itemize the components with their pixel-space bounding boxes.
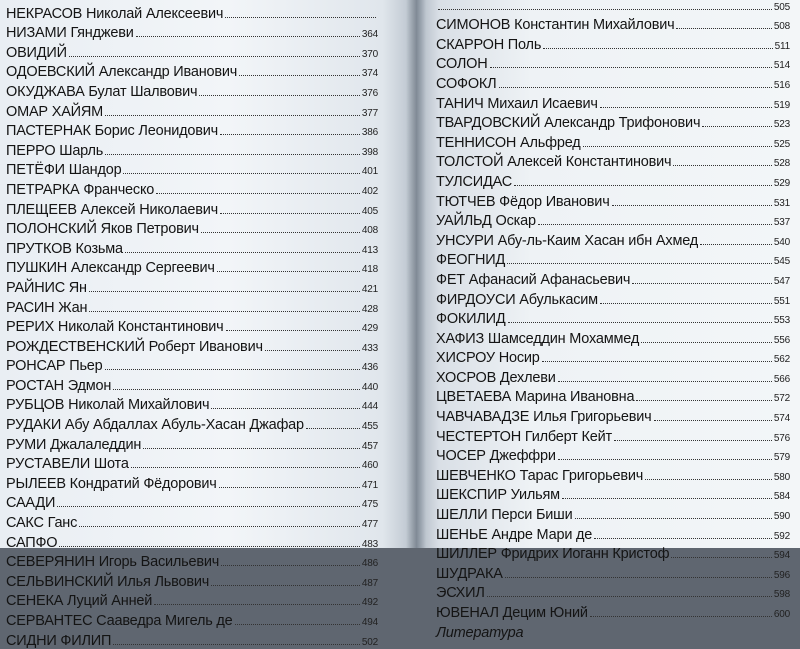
toc-entry[interactable] [6,531,378,551]
dot-leader [220,134,360,135]
toc-entry[interactable] [6,22,378,42]
toc-entry-title: РЫЛЕЕВ Кондратий Фёдорович [6,475,217,492]
dot-leader [645,479,772,480]
toc-entry-title: РУДАКИ Абу Абдаллах Абуль-Хасан Джафар [6,417,304,434]
toc-entry-title: ШЕКСПИР Уильям [436,487,560,504]
toc-entry-title: ЦВЕТАЕВА Марина Ивановна [436,389,635,406]
toc-entry-page-number: 471 [361,479,378,491]
toc-entry-title: ПЕРРО Шарль [6,142,104,159]
toc-entry-page-number: 376 [361,87,378,99]
toc-entry-title: ПЕТЁФИ Шандор [6,162,122,179]
toc-entry[interactable] [6,2,378,22]
toc-entry[interactable] [436,523,790,543]
dot-leader [143,448,360,449]
toc-entry-title: ШЕЛЛИ Перси Биши [436,507,573,524]
toc-entry-page-number: 566 [773,373,790,385]
dot-leader [562,498,772,499]
toc-entry-title: ПЕТРАРКА Франческо [6,181,155,198]
toc-entry-title: РУСТАВЕЛИ Шота [6,456,129,473]
toc-entry-page-number: 545 [773,256,790,268]
dot-leader [438,9,772,10]
toc-entry-page-number: 525 [773,138,790,150]
dot-leader [226,330,360,331]
toc-entry[interactable] [6,335,378,355]
dot-leader [225,17,376,18]
dot-leader [487,596,772,597]
toc-entry-page-number: 386 [361,127,378,139]
toc-entry[interactable] [436,386,790,406]
dot-leader [199,95,360,96]
dot-leader [671,557,772,558]
toc-entry[interactable] [436,484,790,504]
toc-entry[interactable] [436,425,790,445]
toc-entry-bibliography[interactable] [436,621,790,641]
toc-entry[interactable] [436,151,790,171]
dot-leader [113,644,360,645]
dot-leader [673,165,772,166]
dot-leader [131,467,360,468]
dot-leader [641,342,772,343]
toc-entry-title: ХОСРОВ Дехлеви [436,369,556,386]
toc-entry-page-number: 475 [361,499,378,511]
dot-leader [69,56,360,57]
toc-entry[interactable] [436,327,790,347]
toc-entry[interactable] [6,237,378,257]
toc-entry[interactable] [436,92,790,112]
dot-leader [507,263,772,264]
toc-entry-page-number: 516 [773,79,790,91]
toc-entry-title: СКАРРОН Поль [436,36,542,53]
toc-entry-page-number: 584 [773,491,790,503]
dot-leader [105,369,360,370]
toc-entry[interactable] [6,629,378,649]
toc-entry-page-number: 370 [361,48,378,60]
toc-entry[interactable] [436,562,790,582]
dot-leader [211,585,360,586]
toc-entry-page-number: 576 [773,432,790,444]
toc-entry[interactable] [6,276,378,296]
dot-leader [558,381,772,382]
toc-entry-title: НИЗАМИ Гянджеви [6,25,134,42]
toc-entry[interactable] [6,453,378,473]
toc-entry-page-number: 600 [773,609,790,620]
dot-leader [632,283,772,284]
dot-leader [89,311,360,312]
dot-leader [542,361,772,362]
toc-entry-title: ПОЛОНСКИЙ Яков Петрович [6,221,199,238]
toc-entry-page-number: 529 [773,177,790,189]
toc-entry[interactable] [436,210,790,230]
dot-leader [600,107,772,108]
toc-entry-page-number: 429 [361,323,378,335]
toc-entry-page-number: 440 [361,381,378,393]
toc-entry-title: СИМОНОВ Константин Михайлович [436,17,675,34]
toc-entry[interactable] [436,308,790,328]
toc-entry-title: ФОКИЛИД [436,311,506,328]
toc-entry-title: ФЕТ Афанасий Афанасьевич [436,271,631,288]
toc-entry-title: ТВАРДОВСКИЙ Александр Трифонович [436,115,701,132]
toc-entry-page-number: 483 [361,538,378,550]
dot-leader [57,506,360,507]
dot-leader [105,115,360,116]
toc-entry-title: РОЖДЕСТВЕНСКИЙ Роберт Иванович [6,338,263,355]
toc-entry[interactable] [6,139,378,159]
toc-entry-title: РОНСАР Пьер [6,358,103,375]
toc-entry-page-number: 494 [361,617,378,628]
toc-entry-page-number: 457 [361,440,378,452]
toc-entry-title: РУМИ Джалаледдин [6,436,142,453]
toc-entry[interactable] [6,178,378,198]
dot-leader [125,252,360,253]
toc-entry-page-number: 519 [773,99,790,111]
dot-leader [514,185,772,186]
toc-entry-page-number: 402 [361,185,378,197]
toc-entry-title: Литература [436,624,524,641]
toc-entry-title: ЧОСЕР Джеффри [436,448,556,465]
toc-entry-title: САКС Ганс [6,515,78,532]
toc-entry[interactable] [436,405,790,425]
toc-entry-title: ПУШКИН Александр Сергеевич [6,260,215,277]
right-page [416,0,800,641]
toc-entry-title: ШУДРАКА [436,565,503,582]
toc-entry-page-number: 398 [361,146,378,158]
toc-entry-title: ХИСРОУ Носир [436,350,540,367]
toc-entry[interactable] [436,131,790,151]
toc-entry[interactable] [6,433,378,453]
toc-entry[interactable] [6,492,378,512]
dot-leader [89,291,360,292]
toc-entry[interactable] [6,257,378,277]
dot-leader [113,389,360,390]
toc-entry-title: ФЕОГНИД [436,252,506,269]
toc-entry-title: СИДНИ ФИЛИП [6,632,112,649]
book-spine-shadow [406,0,426,548]
toc-entry-title: ХАФИЗ Шамседдин Мохаммед [436,330,640,347]
dot-leader [700,244,772,245]
toc-entry-page-number: 580 [773,471,790,483]
toc-entry[interactable] [436,464,790,484]
toc-entry-page-number: 540 [773,236,790,248]
toc-entry-page-number: 523 [773,119,790,131]
toc-entry[interactable] [436,445,790,465]
toc-entry[interactable] [436,366,790,386]
toc-entry-page-number: 460 [361,460,378,472]
toc-entry[interactable] [436,170,790,190]
toc-entry[interactable] [436,229,790,249]
toc-entry[interactable] [436,347,790,367]
toc-entry-page-number: 477 [361,519,378,531]
toc-entry[interactable] [436,249,790,269]
toc-entry-page-number: 594 [773,550,790,562]
toc-entry-page-number: 444 [361,401,378,413]
toc-entry[interactable] [436,72,790,92]
dot-leader [221,565,360,566]
dot-leader [583,146,772,147]
toc-left-column [6,2,378,649]
toc-entry[interactable] [436,601,790,621]
toc-entry-title: ОДОЕВСКИЙ Александр Иванович [6,64,238,81]
toc-entry-page-number: 562 [773,354,790,366]
dot-leader [265,350,360,351]
toc-entry[interactable] [6,590,378,610]
toc-entry[interactable] [6,218,378,238]
dot-leader [239,75,360,76]
toc-entry-page-number: 596 [773,569,790,581]
toc-entry-page-number: 455 [361,421,378,433]
toc-entry-page-number: 374 [361,68,378,80]
dot-leader [594,538,772,539]
dot-leader [220,213,360,214]
toc-entry-page-number: 436 [361,362,378,374]
dot-leader [600,303,772,304]
toc-entry-page-number: 377 [361,107,378,119]
toc-entry[interactable] [6,609,378,629]
toc-entry-title: ШЕНЬЕ Андре Мари де [436,526,593,543]
dot-leader [123,173,359,174]
toc-entry-title: СОЛОН [436,56,488,73]
toc-entry-title: ТЮТЧЕВ Фёдор Иванович [436,193,610,210]
toc-entry[interactable] [6,394,378,414]
toc-entry-page-number: 421 [361,283,378,295]
toc-entry-title: РОСТАН Эдмон [6,377,112,394]
toc-entry-page-number: 574 [773,413,790,425]
toc-entry-title: ПРУТКОВ Козьма [6,240,123,257]
toc-entry-page-number: 590 [773,511,790,523]
toc-entry-title: РУБЦОВ Николай Михайлович [6,397,210,414]
toc-entry-title: СОФОКЛ [436,75,497,92]
toc-entry-page-number: 418 [361,264,378,276]
toc-entry-title: САПФО [6,534,58,551]
toc-entry-title: ОМАР ХАЙЯМ [6,103,104,120]
toc-entry[interactable] [436,190,790,210]
toc-entry-page-number: 528 [773,158,790,170]
dot-leader [590,616,772,617]
toc-entry-title: ФИРДОУСИ Абулькасим [436,291,598,308]
toc-entry-title: ЧАВЧАВАДЗЕ Илья Григорьевич [436,409,652,426]
toc-entry-page-number: 492 [361,597,378,609]
dot-leader [505,577,772,578]
toc-entry-title: ОКУДЖАВА Булат Шалвович [6,83,198,100]
toc-entry-page-number: 428 [361,303,378,315]
toc-entry-page-number: 502 [361,636,378,648]
dot-leader [543,48,772,49]
toc-entry-page-number: 405 [361,205,378,217]
toc-entry-page-number: 598 [773,589,790,601]
toc-entry-page-number: 556 [773,334,790,346]
toc-entry-title: ШИЛЛЕР Фридрих Иоганн Кристоф [436,546,670,563]
toc-entry-page-number: 505 [773,1,790,13]
toc-entry-title: СЕВЕРЯНИН Игорь Васильевич [6,554,220,571]
dot-leader [235,624,360,625]
dot-leader [201,232,360,233]
toc-entry[interactable] [436,14,790,34]
toc-entry-title: РАЙНИС Ян [6,279,87,296]
dot-leader [538,224,772,225]
toc-entry-title: СААДИ [6,495,56,512]
dot-leader [575,518,772,519]
toc-entry[interactable] [436,112,790,132]
dot-leader [59,546,360,547]
toc-entry-title: СЕРВАНТЕС Сааведра Мигель де [6,613,233,629]
dot-leader [499,87,772,88]
toc-entry[interactable] [6,159,378,179]
toc-entry-page-number: 433 [361,342,378,354]
toc-entry-page-number: 413 [361,244,378,256]
dot-leader [614,440,772,441]
toc-entry-title: РАСИН Жан [6,299,88,316]
toc-entry-title: ОВИДИЙ [6,44,67,61]
toc-entry[interactable] [6,41,378,61]
toc-entry-page-number: 401 [361,166,378,178]
toc-entry-title: УНСУРИ Абу-ль-Каим Хасан ибн Ахмед [436,232,699,249]
dot-leader [558,459,772,460]
toc-entry[interactable] [436,503,790,523]
toc-entry-title: ЮВЕНАЛ Децим Юний [436,605,588,621]
toc-entry-page-number: 364 [361,29,378,41]
dot-leader [136,36,360,37]
toc-entry[interactable] [6,100,378,120]
toc-entry-page-number: 553 [773,315,790,327]
toc-entry-title: НЕКРАСОВ Николай Алексеевич [6,5,224,22]
toc-entry-page-number: 508 [773,21,790,33]
toc-right-column [436,0,790,641]
dot-leader [702,126,772,127]
toc-entry[interactable] [436,0,790,14]
toc-entry-page-number: 486 [361,558,378,570]
dot-leader [219,487,360,488]
toc-entry-title: ТУЛСИДАС [436,173,513,190]
toc-entry[interactable] [6,374,378,394]
dot-leader [306,428,360,429]
toc-entry-page-number: 531 [773,197,790,209]
toc-entry[interactable] [6,296,378,316]
toc-entry[interactable] [6,316,378,336]
dot-leader [676,28,771,29]
toc-entry-page-number: 511 [774,40,790,52]
toc-entry-page-number: 572 [773,393,790,405]
dot-leader [636,400,772,401]
dot-leader [508,322,772,323]
toc-entry-page-number: 537 [773,217,790,229]
toc-entry[interactable] [436,33,790,53]
toc-entry[interactable] [6,80,378,100]
toc-entry-title: ТАНИЧ Михаил Исаевич [436,95,598,112]
toc-entry[interactable] [436,288,790,308]
toc-entry[interactable] [436,543,790,563]
toc-entry[interactable] [436,53,790,73]
toc-entry[interactable] [6,61,378,81]
toc-entry-page-number: 514 [773,60,790,72]
toc-entry-title: ПЛЕЩЕЕВ Алексей Николаевич [6,201,218,218]
toc-entry[interactable] [6,511,378,531]
toc-entry-page-number: 408 [361,225,378,237]
toc-entry-title: ЧЕСТЕРТОН Гилберт Кейт [436,428,612,445]
dot-leader [217,271,360,272]
toc-entry[interactable] [6,472,378,492]
dot-leader [105,154,360,155]
toc-entry-title: ПАСТЕРНАК Борис Леонидович [6,123,219,140]
toc-entry-title: ТЕННИСОН Альфред [436,134,581,151]
toc-entry[interactable] [6,551,378,571]
toc-entry-title: СЕНЕКА Луций Анней [6,593,153,610]
toc-entry-page-number: 487 [361,577,378,589]
toc-entry[interactable] [6,198,378,218]
toc-entry-page-number: 579 [773,452,790,464]
toc-entry-title: ШЕВЧЕНКО Тарас Григорьевич [436,467,644,484]
dot-leader [654,420,772,421]
toc-entry[interactable] [6,413,378,433]
toc-entry-title: ЭСХИЛ [436,585,485,602]
toc-entry[interactable] [6,120,378,140]
toc-entry-title: РЕРИХ Николай Константинович [6,319,224,336]
toc-entry-page-number: 551 [773,295,790,307]
dot-leader [490,67,772,68]
toc-entry-title: ТОЛСТОЙ Алексей Константинович [436,154,672,171]
toc-entry-title: УАЙЛЬД Оскар [436,213,536,230]
toc-entry[interactable] [6,570,378,590]
toc-entry-page-number: 592 [773,530,790,542]
toc-entry[interactable] [436,582,790,602]
dot-leader [211,408,359,409]
dot-leader [154,604,360,605]
dot-leader [79,526,360,527]
toc-entry-title: СЕЛЬВИНСКИЙ Илья Львович [6,573,210,590]
dot-leader [612,205,772,206]
toc-entry[interactable] [6,355,378,375]
toc-entry[interactable] [436,268,790,288]
dot-leader [156,193,360,194]
toc-entry-page-number: 547 [773,275,790,287]
